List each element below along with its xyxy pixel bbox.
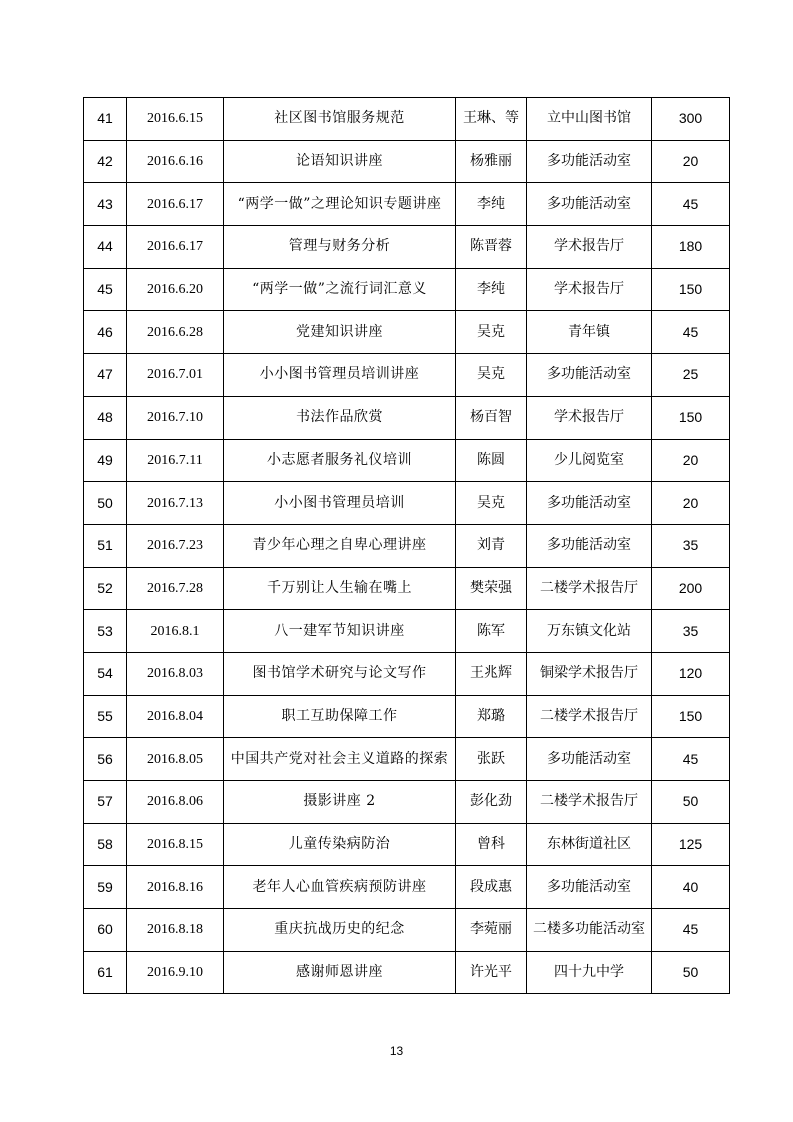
- table-row: [84, 98, 730, 141]
- row-title: 八一建军节知识讲座: [224, 610, 456, 653]
- row-title: 论语知识讲座: [224, 140, 456, 183]
- row-venue: 多功能活动室: [527, 524, 652, 567]
- table-row: [84, 866, 730, 909]
- row-title: 重庆抗战历史的纪念: [224, 909, 456, 952]
- row-date: 2016.6.17: [127, 183, 224, 226]
- row-venue: 四十九中学: [527, 951, 652, 994]
- row-speaker: 吴克: [456, 482, 527, 525]
- row-number: 58: [84, 823, 127, 866]
- row-attendance: 150: [652, 695, 730, 738]
- row-venue: 学术报告厅: [527, 226, 652, 269]
- row-date: 2016.7.01: [127, 354, 224, 397]
- row-number: 42: [84, 140, 127, 183]
- table-row: [84, 354, 730, 397]
- row-date: 2016.8.04: [127, 695, 224, 738]
- row-number: 57: [84, 781, 127, 824]
- row-attendance: 20: [652, 482, 730, 525]
- row-attendance: 20: [652, 140, 730, 183]
- row-date: 2016.6.28: [127, 311, 224, 354]
- row-venue: 学术报告厅: [527, 396, 652, 439]
- row-venue: 二楼学术报告厅: [527, 567, 652, 610]
- row-attendance: 50: [652, 781, 730, 824]
- row-venue: 学术报告厅: [527, 268, 652, 311]
- table-row: [84, 951, 730, 994]
- row-attendance: 35: [652, 524, 730, 567]
- row-speaker: 王兆辉: [456, 652, 527, 695]
- row-venue: 多功能活动室: [527, 482, 652, 525]
- row-attendance: 25: [652, 354, 730, 397]
- table-row: [84, 610, 730, 653]
- row-number: 56: [84, 738, 127, 781]
- row-speaker: 王琳、等: [456, 98, 527, 141]
- row-speaker: 陈圆: [456, 439, 527, 482]
- row-venue: 二楼学术报告厅: [527, 781, 652, 824]
- row-speaker: 刘青: [456, 524, 527, 567]
- row-title: 小小图书管理员培训讲座: [224, 354, 456, 397]
- row-number: 61: [84, 951, 127, 994]
- row-venue: 少儿阅览室: [527, 439, 652, 482]
- row-attendance: 45: [652, 909, 730, 952]
- row-title: 小小图书管理员培训: [224, 482, 456, 525]
- row-date: 2016.8.05: [127, 738, 224, 781]
- row-speaker: 吴克: [456, 311, 527, 354]
- row-number: 48: [84, 396, 127, 439]
- table-row: [84, 652, 730, 695]
- row-speaker: 郑璐: [456, 695, 527, 738]
- row-number: 54: [84, 652, 127, 695]
- row-attendance: 150: [652, 396, 730, 439]
- row-speaker: 段成惠: [456, 866, 527, 909]
- row-title: 党建知识讲座: [224, 311, 456, 354]
- table-row: [84, 781, 730, 824]
- row-title: 书法作品欣赏: [224, 396, 456, 439]
- row-title: 管理与财务分析: [224, 226, 456, 269]
- row-date: 2016.6.17: [127, 226, 224, 269]
- row-attendance: 40: [652, 866, 730, 909]
- row-attendance: 50: [652, 951, 730, 994]
- row-title: “两学一做”之流行词汇意义: [224, 268, 456, 311]
- row-venue: 多功能活动室: [527, 140, 652, 183]
- row-title: 感谢师恩讲座: [224, 951, 456, 994]
- row-speaker: 许光平: [456, 951, 527, 994]
- table-row: [84, 909, 730, 952]
- row-venue: 多功能活动室: [527, 866, 652, 909]
- row-date: 2016.8.18: [127, 909, 224, 952]
- row-attendance: 45: [652, 183, 730, 226]
- row-attendance: 125: [652, 823, 730, 866]
- lecture-table: [83, 97, 730, 994]
- row-speaker: 彭化劲: [456, 781, 527, 824]
- row-date: 2016.6.16: [127, 140, 224, 183]
- table-row: [84, 524, 730, 567]
- table-row: [84, 567, 730, 610]
- table-row: [84, 482, 730, 525]
- table-row: [84, 439, 730, 482]
- table-row: [84, 695, 730, 738]
- row-speaker: 李纯: [456, 183, 527, 226]
- row-venue: 二楼学术报告厅: [527, 695, 652, 738]
- row-number: 44: [84, 226, 127, 269]
- row-date: 2016.7.11: [127, 439, 224, 482]
- row-date: 2016.7.28: [127, 567, 224, 610]
- row-number: 60: [84, 909, 127, 952]
- row-date: 2016.8.16: [127, 866, 224, 909]
- row-venue: 万东镇文化站: [527, 610, 652, 653]
- row-venue: 二楼多功能活动室: [527, 909, 652, 952]
- row-date: 2016.9.10: [127, 951, 224, 994]
- row-venue: 立中山图书馆: [527, 98, 652, 141]
- row-number: 41: [84, 98, 127, 141]
- row-title: 摄影讲座 2: [224, 781, 456, 824]
- row-number: 52: [84, 567, 127, 610]
- row-attendance: 180: [652, 226, 730, 269]
- row-title: 小志愿者服务礼仪培训: [224, 439, 456, 482]
- row-venue: 多功能活动室: [527, 354, 652, 397]
- row-date: 2016.8.15: [127, 823, 224, 866]
- row-number: 53: [84, 610, 127, 653]
- table-row: [84, 183, 730, 226]
- row-venue: 东林街道社区: [527, 823, 652, 866]
- row-title: 老年人心血管疾病预防讲座: [224, 866, 456, 909]
- table-row: [84, 226, 730, 269]
- row-venue: 多功能活动室: [527, 183, 652, 226]
- row-date: 2016.7.23: [127, 524, 224, 567]
- table-row: [84, 823, 730, 866]
- row-title: 图书馆学术研究与论文写作: [224, 652, 456, 695]
- row-speaker: 曾科: [456, 823, 527, 866]
- row-attendance: 45: [652, 738, 730, 781]
- row-number: 59: [84, 866, 127, 909]
- lecture-table-body: [84, 98, 730, 994]
- row-date: 2016.6.15: [127, 98, 224, 141]
- row-number: 47: [84, 354, 127, 397]
- row-title: 职工互助保障工作: [224, 695, 456, 738]
- table-row: [84, 396, 730, 439]
- row-speaker: 李纯: [456, 268, 527, 311]
- page-number: 13: [389, 1044, 404, 1058]
- row-number: 43: [84, 183, 127, 226]
- row-number: 46: [84, 311, 127, 354]
- row-attendance: 300: [652, 98, 730, 141]
- row-number: 49: [84, 439, 127, 482]
- table-row: [84, 738, 730, 781]
- row-attendance: 120: [652, 652, 730, 695]
- row-speaker: 陈晋蓉: [456, 226, 527, 269]
- row-speaker: 吴克: [456, 354, 527, 397]
- row-title: 青少年心理之自卑心理讲座: [224, 524, 456, 567]
- row-speaker: 李菀丽: [456, 909, 527, 952]
- row-attendance: 35: [652, 610, 730, 653]
- row-date: 2016.8.03: [127, 652, 224, 695]
- row-number: 50: [84, 482, 127, 525]
- row-date: 2016.6.20: [127, 268, 224, 311]
- table-row: [84, 268, 730, 311]
- row-title: 千万别让人生输在嘴上: [224, 567, 456, 610]
- row-speaker: 陈军: [456, 610, 527, 653]
- row-date: 2016.7.13: [127, 482, 224, 525]
- row-venue: 青年镇: [527, 311, 652, 354]
- table-row: [84, 140, 730, 183]
- row-speaker: 樊荣强: [456, 567, 527, 610]
- row-attendance: 20: [652, 439, 730, 482]
- row-title: 中国共产党对社会主义道路的探索: [224, 738, 456, 781]
- row-date: 2016.8.06: [127, 781, 224, 824]
- row-attendance: 45: [652, 311, 730, 354]
- row-number: 45: [84, 268, 127, 311]
- row-speaker: 张跃: [456, 738, 527, 781]
- row-title: 儿童传染病防治: [224, 823, 456, 866]
- row-title: 社区图书馆服务规范: [224, 98, 456, 141]
- table-row: [84, 311, 730, 354]
- row-date: 2016.8.1: [127, 610, 224, 653]
- row-date: 2016.7.10: [127, 396, 224, 439]
- row-attendance: 150: [652, 268, 730, 311]
- row-speaker: 杨百智: [456, 396, 527, 439]
- row-title: “两学一做”之理论知识专题讲座: [224, 183, 456, 226]
- row-speaker: 杨雅丽: [456, 140, 527, 183]
- row-number: 55: [84, 695, 127, 738]
- row-attendance: 200: [652, 567, 730, 610]
- row-venue: 多功能活动室: [527, 738, 652, 781]
- row-venue: 铜梁学术报告厅: [527, 652, 652, 695]
- row-number: 51: [84, 524, 127, 567]
